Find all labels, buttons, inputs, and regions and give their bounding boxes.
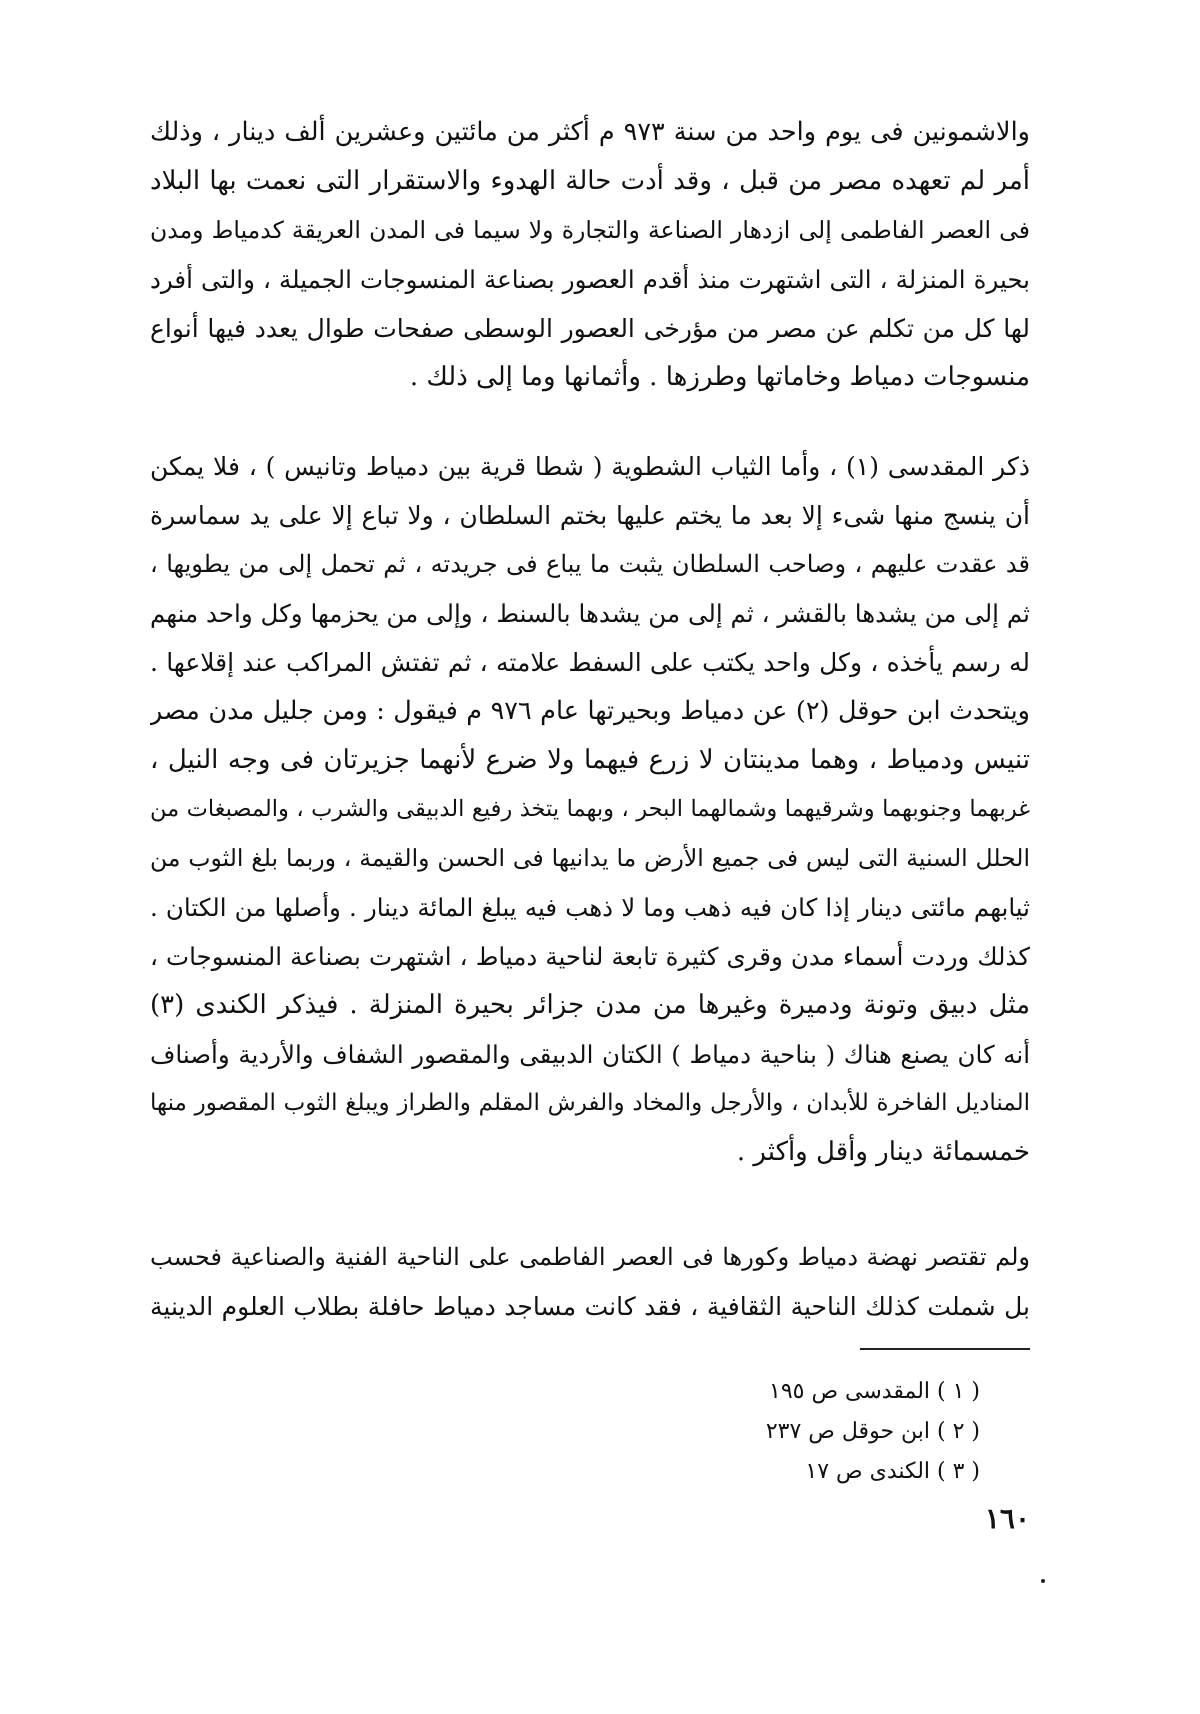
text-line: قد عقدت عليهم ، وصاحب السلطان يثبت ما يباع فى جريدته ، ثم تحمل إلى من يطويها ، — [150, 550, 1030, 578]
paragraph-2 — [150, 442, 1030, 1177]
text-line: أن ينسج منها شىء إلا بعد ما يختم عليها بختم السلطان ، ولا تباع إلا على يد سماسرة — [150, 501, 1030, 530]
text-line: المناديل الفاخرة للأبدان ، والأرجل والمخاد والفرش المقلم والطراز ويبلغ الثوب المقصور منها — [150, 1090, 1030, 1116]
print-speck — [1041, 1579, 1045, 1583]
text-line: خمسمائة دينار وأقل وأكثر . — [736, 1137, 1030, 1167]
text-line: ثم إلى من يشدها بالقشر ، ثم إلى من يشدها بالسنط ، وإلى من يحزمها وكل واحد منهم — [150, 599, 1030, 628]
footnote-divider — [860, 1348, 1030, 1350]
footnote-2: ( ٢ ) ابن حوقل ص ٢٣٧ — [765, 1419, 980, 1444]
text-line: أنه كان يصنع هناك ( بناحية دمياط ) الكتان الدبيقى والمقصور الشفاف والأردية وأصناف — [150, 1040, 1030, 1069]
footnote-3: ( ٣ ) الكندى ص ١٧ — [805, 1459, 980, 1484]
text-line: بل شملت كذلك الناحية الثقافية ، فقد كانت مساجد دمياط حافلة بطلاب العلوم الدينية — [150, 1292, 1030, 1321]
text-line: فى العصر الفاطمى إلى ازدهار الصناعة والتجارة ولا سيما فى المدن العريقة كدمياط ومدن — [150, 216, 1030, 244]
text-line: بحيرة المنزلة ، التى اشتهرت منذ أقدم العصور بصناعة المنسوجات الجميلة ، والتى أفرد — [150, 265, 1030, 294]
text-line: له رسم يأخذه ، وكل واحد يكتب على السفط علامته ، ثم تفتش المراكب عند إقلاعها . — [150, 648, 1030, 677]
text-line: منسوجات دمياط وخاماتها وطرزها . وأثمانها وما إلى ذلك . — [409, 362, 1030, 392]
text-line: ذكر المقدسى (١) ، وأما الثياب الشطوية ( شطا قرية بين دمياط وتانيس ) ، فلا يمكن — [150, 452, 1030, 481]
footnote-1: ( ١ ) المقدسى ص ١٩٥ — [769, 1379, 980, 1404]
text-line: ثيابهم مائتى دينار إذا كان فيه ذهب وما لا ذهب فيه يبلغ المائة دينار . وأصلها من الكتان . — [150, 893, 1030, 922]
text-line: الحلل السنية التى ليس فى جميع الأرض ما يدانيها فى الحسن والقيمة ، وربما بلغ الثوب من — [150, 844, 1030, 872]
text-line: ولم تقتصر نهضة دمياط وكورها فى العصر الفاطمى على الناحية الفنية والصناعية فحسب — [150, 1243, 1030, 1271]
paragraph-3 — [150, 1233, 1030, 1331]
paragraph-1 — [150, 108, 1030, 402]
text-line: مثل دبيق وتونة ودميرة وغيرها من مدن جزائر بحيرة المنزلة . فيذكر الكندى (٣) — [150, 990, 1030, 1020]
footnotes — [600, 1372, 980, 1492]
text-line: والاشمونين فى يوم واحد من سنة ٩٧٣ م أكثر من مائتين وعشرين ألف دينار ، وذلك — [150, 117, 1030, 147]
text-line: تنيس ودمياط ، وهما مدينتان لا زرع فيهما ولا ضرع لأنهما جزيرتان فى وجه النيل ، — [150, 745, 1030, 775]
text-line: غربهما وجنوبهما وشرقيهما وشمالهما البحر ، وبهما يتخذ رفيع الدبيقى والشرب ، والمصبغات من — [150, 796, 1030, 822]
text-line: لها كل من تكلم عن مصر من مؤرخى العصور الوسطى صفحات طوال يعدد فيها أنواع — [150, 314, 1030, 343]
text-line: كذلك وردت أسماء مدن وقرى كثيرة تابعة لناحية دمياط ، اشتهرت بصناعة المنسوجات ، — [150, 942, 1030, 971]
page-number: ١٦٠ — [984, 1502, 1030, 1535]
text-line: ويتحدث ابن حوقل (٢) عن دمياط وبحيرتها عام ٩٧٦ م فيقول : ومن جليل مدن مصر — [150, 696, 1030, 726]
text-line: أمر لم تعهده مصر من قبل ، وقد أدت حالة الهدوء والاستقرار التى نعمت بها البلاد — [150, 166, 1030, 196]
